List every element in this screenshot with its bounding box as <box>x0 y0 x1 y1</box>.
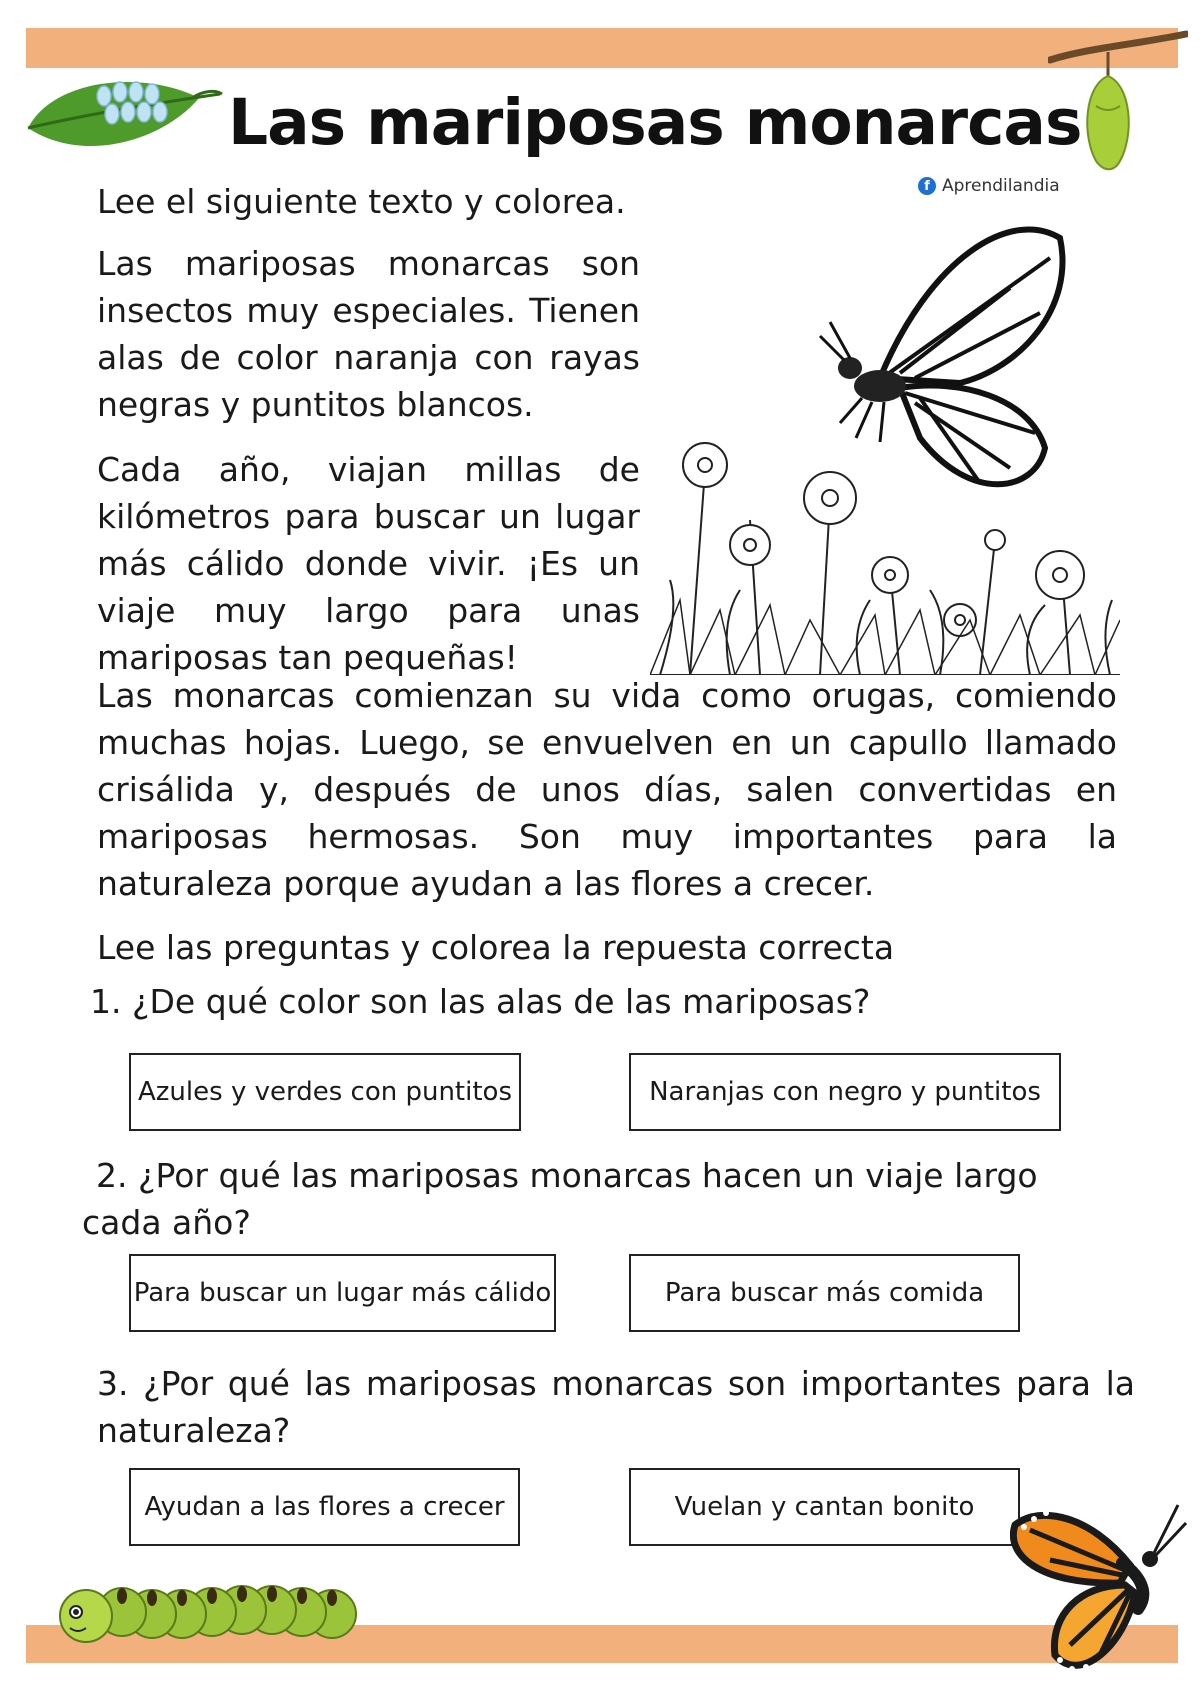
paragraph-2: Cada año, viajan millas de kilómetros para buscar un lugar más cálido donde vivir. ¡Es un viaje muy largo para unas mariposas tan pequeñas! <box>97 450 640 677</box>
top-band <box>26 28 1178 68</box>
caterpillar-icon <box>52 1578 362 1650</box>
answer-option[interactable]: Naranjas con negro y puntitos <box>629 1053 1061 1131</box>
flowers-illustration <box>650 430 1120 675</box>
page-title: Las mariposas monarcas <box>228 86 1082 159</box>
facebook-icon: f <box>918 177 936 195</box>
question-1: 1. ¿De qué color son las alas de las mariposas? <box>90 982 871 1021</box>
answer-option[interactable]: Vuelan y cantan bonito <box>629 1468 1020 1546</box>
question-3: 3. ¿Por qué las mariposas monarcas son importantes para la naturaleza? <box>97 1364 1135 1450</box>
leaf-with-eggs-icon <box>24 70 224 160</box>
instruction: Lee el siguiente texto y colorea. <box>97 182 626 221</box>
answer-option[interactable]: Para buscar más comida <box>629 1254 1020 1332</box>
answer-option[interactable]: Para buscar un lugar más cálido <box>129 1254 556 1332</box>
paragraph-1: Las mariposas monarcas son insectos muy especiales. Tienen alas de color naranja con rayas negras y puntitos blancos. <box>97 244 640 424</box>
questions-intro: Lee las preguntas y colorea la repuesta correcta <box>97 928 895 967</box>
paragraph-3: Las monarcas comienzan su vida como orugas, comiendo muchas hojas. Luego, se envuelven en un capullo llamado crisálida y, después de unos días, salen convertidas en mariposas hermosas. Son muy importantes para la naturaleza porque ayudan a las flores a crecer. <box>97 676 1117 903</box>
monarch-butterfly-icon <box>1010 1475 1190 1685</box>
question-2: 2. ¿Por qué las mariposas monarcas hacen un viaje largo cada año? <box>82 1156 1038 1242</box>
credit-label <box>918 176 1060 196</box>
answer-option[interactable]: Ayudan a las flores a crecer <box>129 1468 520 1546</box>
credit-text: Aprendilandia <box>942 176 1060 196</box>
chrysalis-icon <box>1048 26 1188 176</box>
answer-option[interactable]: Azules y verdes con puntitos <box>129 1053 521 1131</box>
